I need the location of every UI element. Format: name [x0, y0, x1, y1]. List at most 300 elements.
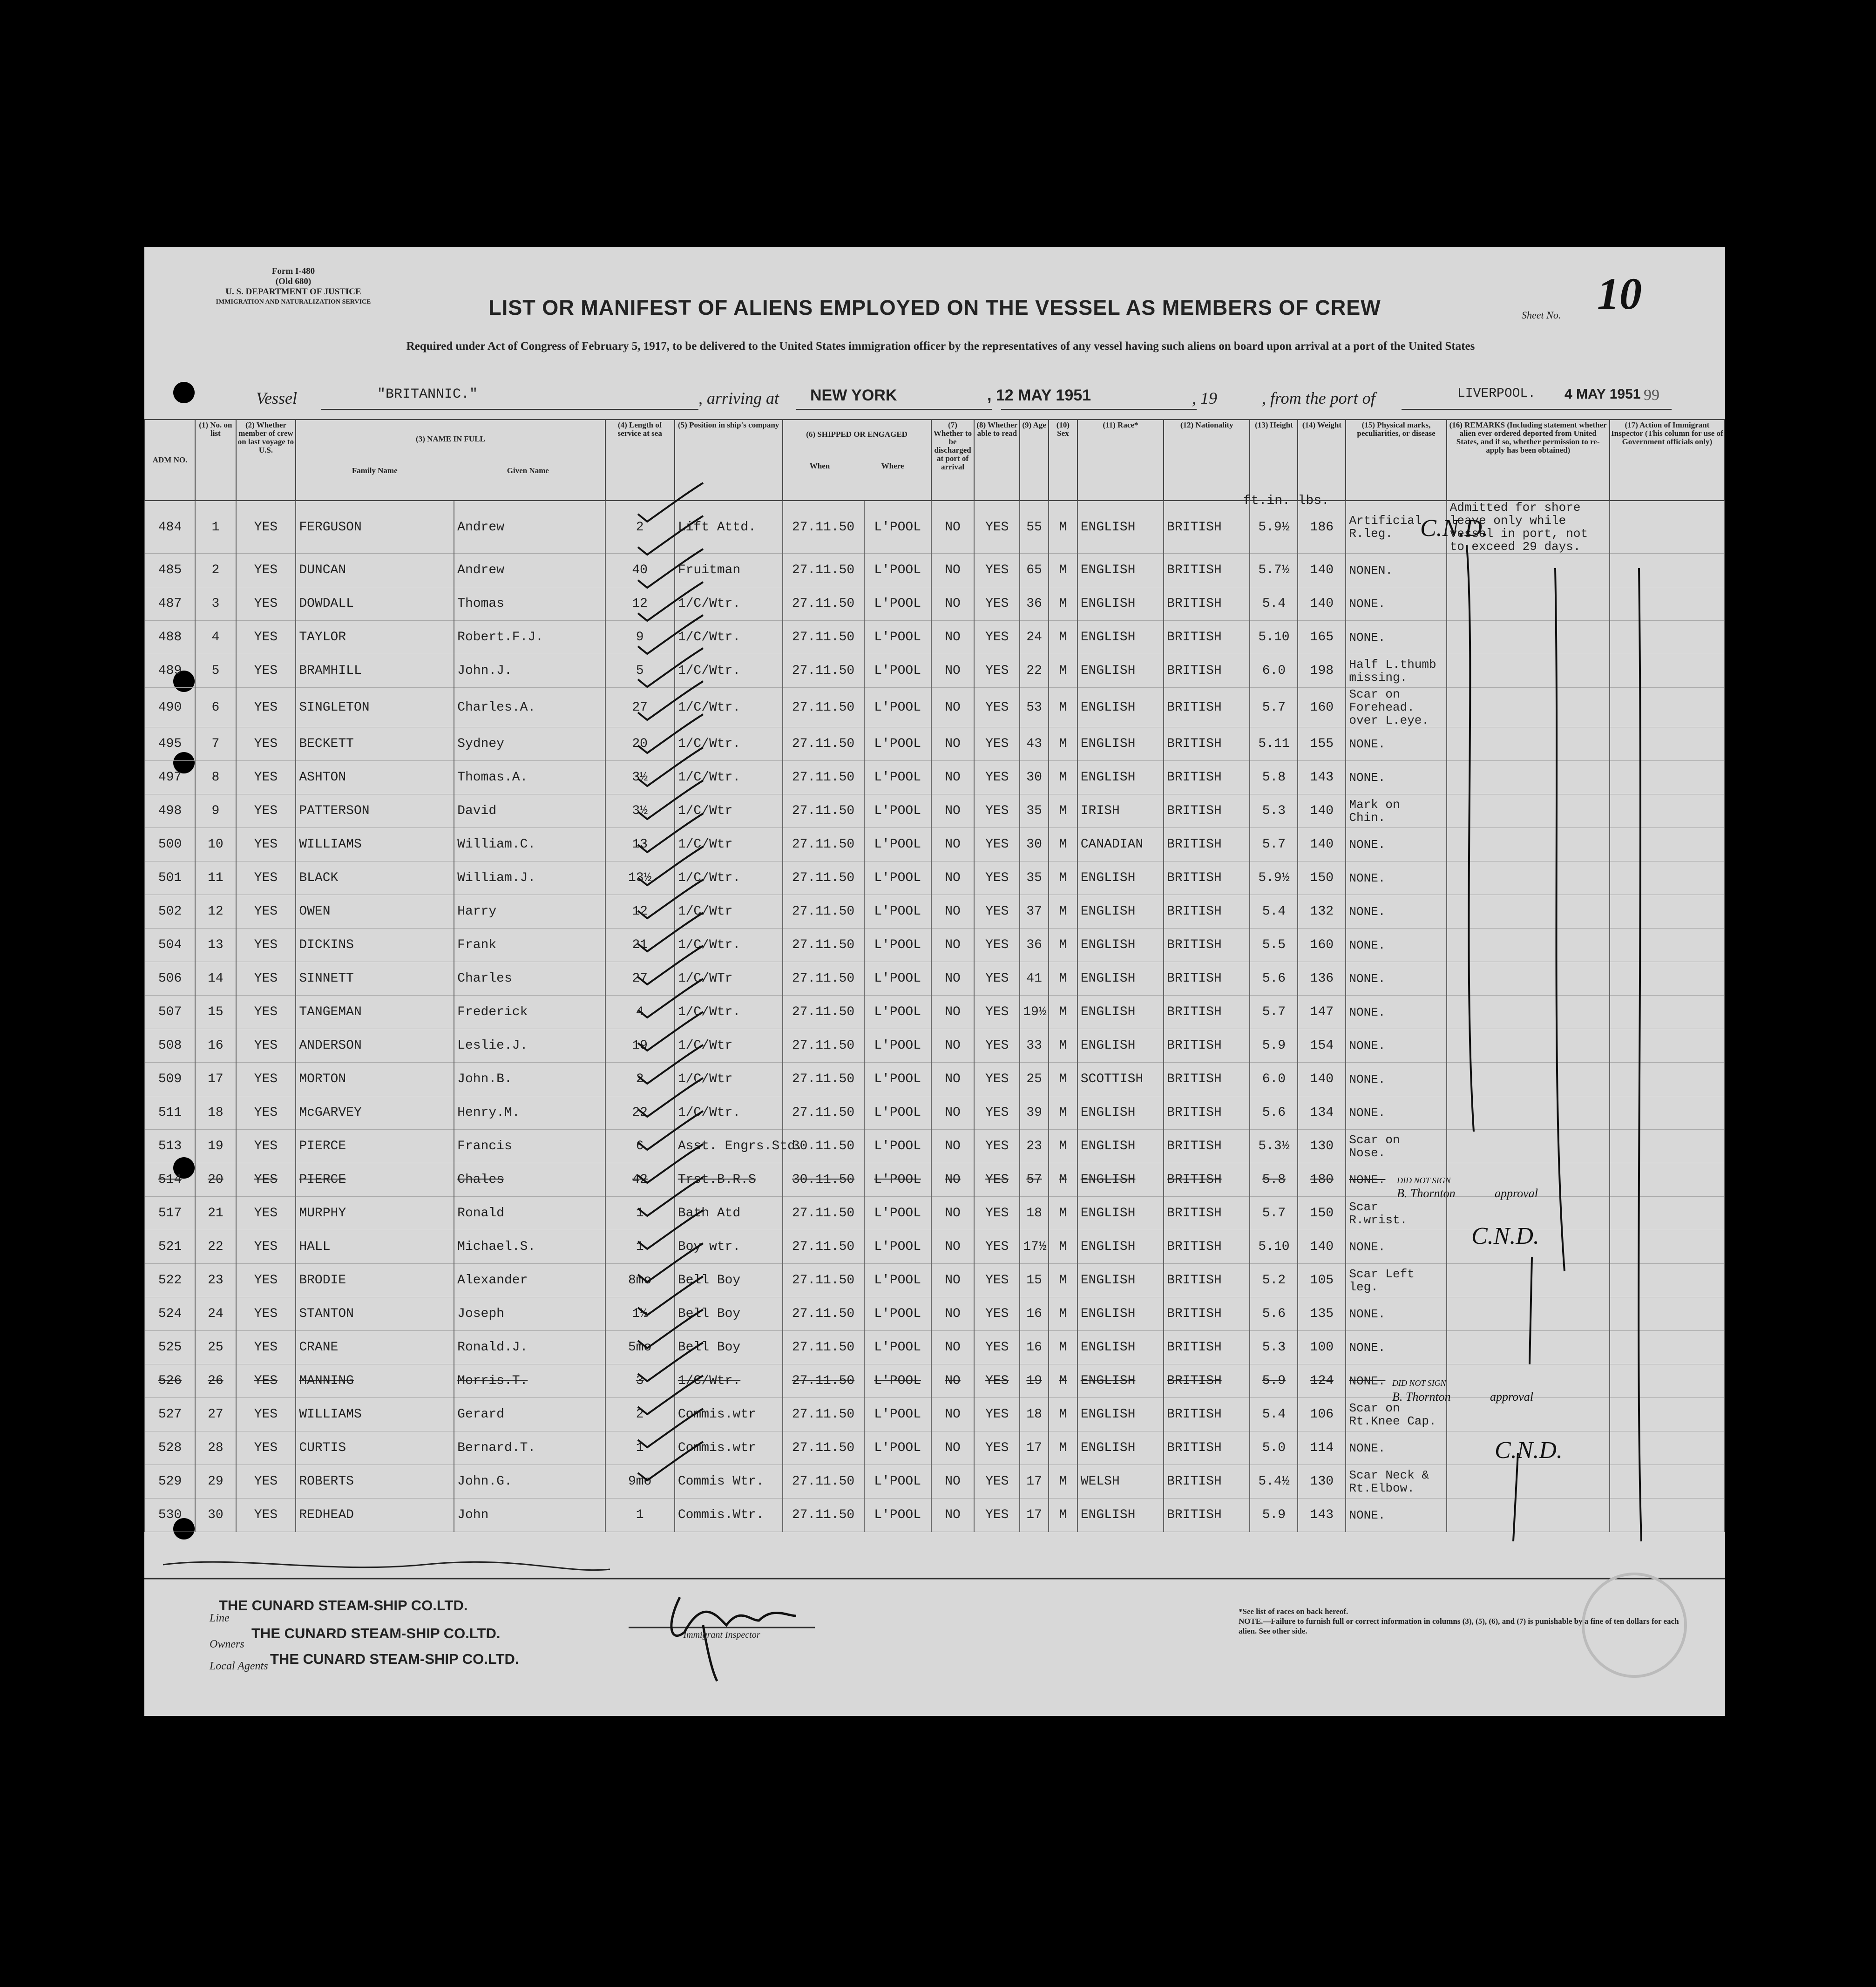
cell-shipped-where: L'POOL: [864, 587, 931, 621]
cell-list-no: 25: [195, 1331, 236, 1364]
arrival-port: NEW YORK: [810, 387, 897, 404]
cell-physical-marks: NONE.: [1346, 727, 1446, 761]
cell-shipped-where: L'POOL: [864, 828, 931, 861]
cell-race: ENGLISH: [1077, 621, 1164, 654]
cell-race: ENGLISH: [1077, 1163, 1164, 1197]
cell-weight: 140: [1298, 794, 1346, 828]
cell-height: 5.10: [1250, 1230, 1298, 1264]
cell-list-no: 5: [195, 654, 236, 688]
cell-position: Bell Boy: [675, 1264, 783, 1297]
cell-last-voyage: YES: [236, 794, 296, 828]
cell-family-name: REDHEAD: [296, 1499, 454, 1532]
cell-last-voyage: YES: [236, 1465, 296, 1499]
cell-position: Lift Attd.: [675, 501, 783, 554]
cell-sex: M: [1049, 1398, 1077, 1431]
cell-shipped-when: 27.11.50: [783, 1297, 864, 1331]
cell-age: 33: [1020, 1029, 1049, 1063]
cell-adm-no: 504: [145, 929, 195, 962]
cell-list-no: 8: [195, 761, 236, 794]
cell-able-read: YES: [974, 554, 1020, 587]
cell-race: ENGLISH: [1077, 587, 1164, 621]
cell-age: 23: [1020, 1130, 1049, 1163]
cell-nationality: BRITISH: [1164, 794, 1250, 828]
cell-position: Fruitman: [675, 554, 783, 587]
cell-position: 1/C/Wtr.: [675, 861, 783, 895]
annotation-cnd: C.N.D.: [1420, 515, 1488, 542]
cell-position: 1/C/Wtr: [675, 828, 783, 861]
col-adm-no: ADM NO.: [145, 420, 195, 501]
cell-given-name: Morris.T.: [454, 1364, 605, 1398]
cell-sex: M: [1049, 929, 1077, 962]
cell-physical-marks: NONE.: [1346, 1029, 1446, 1063]
cell-physical-marks: Scar R.wrist.: [1346, 1197, 1446, 1230]
line-value: THE CUNARD STEAM-SHIP CO.LTD.: [219, 1597, 468, 1614]
cell-length-service: 3½: [605, 794, 675, 828]
cell-physical-marks: NONE.: [1346, 1163, 1446, 1197]
note-text: NOTE.—Failure to furnish full or correct information in columns (3), (5), (6), and (7) is punishable by a fine of ten dollars for each alien. See other side.: [1239, 1617, 1679, 1635]
cell-last-voyage: YES: [236, 1197, 296, 1230]
cell-nationality: BRITISH: [1164, 1499, 1250, 1532]
cell-adm-no: 526: [145, 1364, 195, 1398]
cell-age: 55: [1020, 501, 1049, 554]
cell-list-no: 12: [195, 895, 236, 929]
cell-able-read: YES: [974, 1331, 1020, 1364]
cell-age: 36: [1020, 929, 1049, 962]
cell-sex: M: [1049, 587, 1077, 621]
cell-last-voyage: YES: [236, 688, 296, 727]
cell-adm-no: 522: [145, 1264, 195, 1297]
cell-adm-no: 488: [145, 621, 195, 654]
cell-adm-no: 530: [145, 1499, 195, 1532]
cell-sex: M: [1049, 1029, 1077, 1063]
cell-given-name: Thomas: [454, 587, 605, 621]
cell-race: ENGLISH: [1077, 996, 1164, 1029]
cell-adm-no: 506: [145, 962, 195, 996]
footer: [144, 1583, 1725, 1716]
cell-weight: 134: [1298, 1096, 1346, 1130]
cell-given-name: William.C.: [454, 828, 605, 861]
agents-value: THE CUNARD STEAM-SHIP CO.LTD.: [270, 1651, 519, 1667]
cell-given-name: Gerard: [454, 1398, 605, 1431]
col-name-title: (3) NAME IN FULL: [416, 434, 485, 443]
cell-nationality: BRITISH: [1164, 761, 1250, 794]
cell-shipped-when: 27.11.50: [783, 1431, 864, 1465]
cell-weight: 140: [1298, 554, 1346, 587]
cell-shipped-when: 27.11.50: [783, 501, 864, 554]
cell-shipped-where: L'POOL: [864, 1163, 931, 1197]
cell-discharged: NO: [931, 1096, 975, 1130]
cell-sex: M: [1049, 794, 1077, 828]
cell-sex: M: [1049, 727, 1077, 761]
page-subtitle: Required under Act of Congress of February 5, 1917, to be delivered to the United States immigration officer by the representatives of any vessel having such aliens on board upon arrival at a port of the United States: [406, 340, 1475, 353]
cell-shipped-where: L'POOL: [864, 654, 931, 688]
cell-weight: 130: [1298, 1465, 1346, 1499]
cell-length-service: 20: [605, 727, 675, 761]
cell-family-name: DOWDALL: [296, 587, 454, 621]
cell-nationality: BRITISH: [1164, 554, 1250, 587]
cell-weight: 135: [1298, 1297, 1346, 1331]
cell-age: 35: [1020, 861, 1049, 895]
cell-last-voyage: YES: [236, 1499, 296, 1532]
cell-nationality: BRITISH: [1164, 1431, 1250, 1465]
cell-given-name: Sydney: [454, 727, 605, 761]
cell-family-name: SINGLETON: [296, 688, 454, 727]
cell-position: Trst.B.R.S: [675, 1163, 783, 1197]
cell-height: 5.3: [1250, 1331, 1298, 1364]
cell-height: 5.4: [1250, 1398, 1298, 1431]
cell-last-voyage: YES: [236, 962, 296, 996]
cell-sex: M: [1049, 1230, 1077, 1264]
cell-height: 5.7: [1250, 1197, 1298, 1230]
cell-sex: M: [1049, 895, 1077, 929]
arriving-label: , arriving at: [698, 389, 779, 407]
cell-given-name: Ronald.J.: [454, 1331, 605, 1364]
cell-adm-no: 529: [145, 1465, 195, 1499]
cell-height: 5.9: [1250, 1499, 1298, 1532]
cell-sex: M: [1049, 1063, 1077, 1096]
cell-position: Bell Boy: [675, 1331, 783, 1364]
line-label: Line: [210, 1612, 230, 1624]
cell-position: Commis Wtr.: [675, 1465, 783, 1499]
cell-age: 17: [1020, 1465, 1049, 1499]
footer-note: [1239, 1607, 1695, 1636]
cell-given-name: Thomas.A.: [454, 761, 605, 794]
cell-family-name: BRAMHILL: [296, 654, 454, 688]
cell-family-name: TAYLOR: [296, 621, 454, 654]
cell-position: 1/C/Wtr.: [675, 1364, 783, 1398]
cell-physical-marks: Scar Left leg.: [1346, 1264, 1446, 1297]
cell-nationality: BRITISH: [1164, 1465, 1250, 1499]
cell-remarks: Admitted for shore leave only while vessel in port, not to exceed 29 days.: [1447, 501, 1610, 554]
cell-physical-marks: NONE.: [1346, 1499, 1446, 1532]
cell-given-name: John.G.: [454, 1465, 605, 1499]
cell-race: ENGLISH: [1077, 1130, 1164, 1163]
annotation-approval: approval: [1490, 1390, 1533, 1404]
cell-adm-no: 497: [145, 761, 195, 794]
cell-list-no: 2: [195, 554, 236, 587]
cell-shipped-when: 27.11.50: [783, 587, 864, 621]
units-label: ft.in. lbs.: [1243, 494, 1329, 508]
cell-position: 1/C/Wtr.: [675, 1096, 783, 1130]
cell-physical-marks: NONE.: [1346, 1096, 1446, 1130]
cell-shipped-when: 27.11.50: [783, 727, 864, 761]
cell-shipped-where: L'POOL: [864, 1331, 931, 1364]
cell-shipped-when: 30.11.50: [783, 1130, 864, 1163]
cell-physical-marks: NONE.: [1346, 828, 1446, 861]
cell-shipped-where: L'POOL: [864, 1398, 931, 1431]
cell-physical-marks: NONE.: [1346, 587, 1446, 621]
cell-physical-marks: NONE.: [1346, 1063, 1446, 1096]
cell-position: 1/C/Wtr: [675, 1029, 783, 1063]
cell-position: Boy wtr.: [675, 1230, 783, 1264]
cell-weight: 105: [1298, 1264, 1346, 1297]
cell-age: 16: [1020, 1331, 1049, 1364]
col-length-service: (4) Length of service at sea: [605, 420, 675, 501]
cell-height: 5.4: [1250, 587, 1298, 621]
from-port-label: , from the port of: [1262, 389, 1375, 407]
cell-race: ENGLISH: [1077, 554, 1164, 587]
cell-last-voyage: YES: [236, 727, 296, 761]
cell-given-name: Robert.F.J.: [454, 621, 605, 654]
cell-sex: M: [1049, 1163, 1077, 1197]
cell-physical-marks: NONE.: [1346, 895, 1446, 929]
cell-last-voyage: YES: [236, 654, 296, 688]
cell-weight: 150: [1298, 1197, 1346, 1230]
cell-shipped-when: 27.11.50: [783, 621, 864, 654]
cell-able-read: YES: [974, 1431, 1020, 1465]
cell-position: Commis.wtr: [675, 1431, 783, 1465]
form-number: Form I-480: [271, 266, 315, 276]
cell-sex: M: [1049, 828, 1077, 861]
cell-length-service: 2: [605, 1063, 675, 1096]
col-inspector-action: (17) Action of Immigrant Inspector (This column for use of Government officials only): [1610, 420, 1725, 501]
cell-height: 5.2: [1250, 1264, 1298, 1297]
cell-discharged: NO: [931, 895, 975, 929]
cell-age: 19½: [1020, 996, 1049, 1029]
cell-height: 5.6: [1250, 1297, 1298, 1331]
cell-shipped-where: L'POOL: [864, 861, 931, 895]
cell-shipped-where: L'POOL: [864, 1230, 931, 1264]
cell-sex: M: [1049, 761, 1077, 794]
cell-discharged: NO: [931, 1063, 975, 1096]
cell-race: ENGLISH: [1077, 929, 1164, 962]
cell-height: 5.3: [1250, 794, 1298, 828]
cell-physical-marks: Scar on Nose.: [1346, 1130, 1446, 1163]
cell-length-service: 40: [605, 554, 675, 587]
cell-given-name: John: [454, 1499, 605, 1532]
cell-given-name: Joseph: [454, 1297, 605, 1331]
cell-sex: M: [1049, 962, 1077, 996]
cell-adm-no: 485: [145, 554, 195, 587]
cell-adm-no: 487: [145, 587, 195, 621]
cell-height: 5.9½: [1250, 501, 1298, 554]
cell-age: 25: [1020, 1063, 1049, 1096]
cell-weight: 160: [1298, 929, 1346, 962]
cell-age: 53: [1020, 688, 1049, 727]
cell-discharged: NO: [931, 1465, 975, 1499]
cell-position: 1/C/Wtr: [675, 895, 783, 929]
cell-physical-marks: NONE.: [1346, 929, 1446, 962]
cell-last-voyage: YES: [236, 621, 296, 654]
cell-race: ENGLISH: [1077, 1264, 1164, 1297]
service: IMMIGRATION AND NATURALIZATION SERVICE: [216, 298, 371, 305]
cell-last-voyage: YES: [236, 1063, 296, 1096]
cell-length-service: 3: [605, 1364, 675, 1398]
cell-nationality: BRITISH: [1164, 1130, 1250, 1163]
cell-last-voyage: YES: [236, 554, 296, 587]
page-title: LIST OR MANIFEST OF ALIENS EMPLOYED ON THE VESSEL AS MEMBERS OF CREW: [488, 296, 1381, 319]
cell-age: 65: [1020, 554, 1049, 587]
inspector-label: Immigrant Inspector: [683, 1630, 760, 1640]
cell-nationality: BRITISH: [1164, 1063, 1250, 1096]
cell-family-name: STANTON: [296, 1297, 454, 1331]
cell-sex: M: [1049, 1130, 1077, 1163]
cell-able-read: YES: [974, 828, 1020, 861]
cell-nationality: BRITISH: [1164, 621, 1250, 654]
cell-age: 36: [1020, 587, 1049, 621]
cell-given-name: Chales: [454, 1163, 605, 1197]
cell-last-voyage: YES: [236, 1264, 296, 1297]
cell-able-read: YES: [974, 761, 1020, 794]
cell-shipped-where: L'POOL: [864, 1096, 931, 1130]
cell-age: 43: [1020, 727, 1049, 761]
cell-discharged: NO: [931, 1130, 975, 1163]
cell-age: 17: [1020, 1431, 1049, 1465]
cell-length-service: 27: [605, 962, 675, 996]
cell-physical-marks: Half L.thumb missing.: [1346, 654, 1446, 688]
cell-height: 5.9½: [1250, 861, 1298, 895]
bottom-scribble: [163, 1562, 610, 1570]
cell-sex: M: [1049, 1499, 1077, 1532]
cell-able-read: YES: [974, 1499, 1020, 1532]
cell-discharged: NO: [931, 554, 975, 587]
cell-height: 5.6: [1250, 1096, 1298, 1130]
cell-nationality: BRITISH: [1164, 688, 1250, 727]
cell-shipped-when: 30.11.50: [783, 1163, 864, 1197]
cell-family-name: ANDERSON: [296, 1029, 454, 1063]
cell-last-voyage: YES: [236, 1331, 296, 1364]
cell-physical-marks: NONE.: [1346, 1297, 1446, 1331]
cell-able-read: YES: [974, 996, 1020, 1029]
cell-adm-no: 528: [145, 1431, 195, 1465]
cell-shipped-when: 27.11.50: [783, 861, 864, 895]
cell-sex: M: [1049, 1197, 1077, 1230]
col-weight: (14) Weight: [1298, 420, 1346, 501]
cell-list-no: 22: [195, 1230, 236, 1264]
cell-shipped-where: L'POOL: [864, 554, 931, 587]
cell-shipped-when: 27.11.50: [783, 962, 864, 996]
cell-able-read: YES: [974, 1063, 1020, 1096]
cell-discharged: NO: [931, 1197, 975, 1230]
cell-last-voyage: YES: [236, 761, 296, 794]
cell-shipped-when: 27.11.50: [783, 895, 864, 929]
cell-family-name: CRANE: [296, 1331, 454, 1364]
cell-shipped-when: 27.11.50: [783, 688, 864, 727]
remarks-bracket-line: [1467, 545, 1474, 1132]
cell-able-read: YES: [974, 1364, 1020, 1398]
cell-given-name: David: [454, 794, 605, 828]
cell-list-no: 6: [195, 688, 236, 727]
cell-height: 6.0: [1250, 654, 1298, 688]
check-mark: [638, 483, 703, 522]
cell-length-service: 12: [605, 895, 675, 929]
cell-race: ENGLISH: [1077, 1230, 1164, 1264]
cell-sex: M: [1049, 996, 1077, 1029]
cell-adm-no: 524: [145, 1297, 195, 1331]
arrival-date: , 12 MAY 1951: [987, 387, 1091, 404]
cell-last-voyage: YES: [236, 1297, 296, 1331]
cell-able-read: YES: [974, 861, 1020, 895]
cell-sex: M: [1049, 554, 1077, 587]
cell-adm-no: 489: [145, 654, 195, 688]
cell-shipped-when: 27.11.50: [783, 1364, 864, 1398]
annotation-did-not-sign: DID NOT SIGN: [1392, 1378, 1446, 1388]
cell-shipped-when: 27.11.50: [783, 1465, 864, 1499]
cell-physical-marks: Artificial R.leg.: [1346, 501, 1446, 554]
cell-discharged: NO: [931, 1297, 975, 1331]
cell-length-service: 1½: [605, 1297, 675, 1331]
cell-shipped-when: 27.11.50: [783, 828, 864, 861]
cell-physical-marks: NONE.: [1346, 1364, 1446, 1398]
cell-height: 5.4½: [1250, 1465, 1298, 1499]
cell-physical-marks: NONE.: [1346, 962, 1446, 996]
cell-shipped-where: L'POOL: [864, 929, 931, 962]
cell-last-voyage: YES: [236, 1029, 296, 1063]
cell-sex: M: [1049, 621, 1077, 654]
cell-weight: 186: [1298, 501, 1346, 554]
cell-length-service: 1: [605, 1230, 675, 1264]
col-sex: (10) Sex: [1049, 420, 1077, 501]
cell-able-read: YES: [974, 1264, 1020, 1297]
cell-physical-marks: NONE.: [1346, 1230, 1446, 1264]
cell-last-voyage: YES: [236, 1364, 296, 1398]
cell-family-name: WILLIAMS: [296, 1398, 454, 1431]
cell-age: 18: [1020, 1197, 1049, 1230]
annotation-did-not-sign: DID NOT SIGN: [1397, 1176, 1451, 1185]
cell-position: 1/C/Wtr.: [675, 727, 783, 761]
annotation-cnd: C.N.D.: [1495, 1437, 1563, 1464]
cell-shipped-when: 27.11.50: [783, 794, 864, 828]
cell-family-name: MANNING: [296, 1364, 454, 1398]
cell-shipped-when: 27.11.50: [783, 1029, 864, 1063]
col-no-on-list: (1) No. on list: [195, 420, 236, 501]
annotation-signer: B. Thornton: [1397, 1187, 1456, 1200]
cell-position: Asst. Engrs.Std.: [675, 1130, 783, 1163]
cell-list-no: 11: [195, 861, 236, 895]
cell-age: 16: [1020, 1297, 1049, 1331]
cell-family-name: MORTON: [296, 1063, 454, 1096]
cell-shipped-where: L'POOL: [864, 621, 931, 654]
cell-age: 17: [1020, 1499, 1049, 1532]
cell-height: 5.7: [1250, 996, 1298, 1029]
vessel-label: Vessel: [256, 389, 297, 407]
cell-last-voyage: YES: [236, 1163, 296, 1197]
cell-position: 1/C/Wtr: [675, 794, 783, 828]
cell-race: ENGLISH: [1077, 727, 1164, 761]
cell-length-service: 9mo: [605, 1465, 675, 1499]
cell-position: Bath Atd: [675, 1197, 783, 1230]
cell-list-no: 1: [195, 501, 236, 554]
cell-given-name: Harry: [454, 895, 605, 929]
cell-discharged: NO: [931, 1163, 975, 1197]
cell-height: 5.4: [1250, 895, 1298, 929]
cell-list-no: 21: [195, 1197, 236, 1230]
cell-adm-no: 517: [145, 1197, 195, 1230]
cell-age: 37: [1020, 895, 1049, 929]
cell-nationality: BRITISH: [1164, 828, 1250, 861]
cell-list-no: 28: [195, 1431, 236, 1465]
cell-sex: M: [1049, 688, 1077, 727]
cell-able-read: YES: [974, 1130, 1020, 1163]
cell-list-no: 18: [195, 1096, 236, 1130]
cell-nationality: BRITISH: [1164, 996, 1250, 1029]
cell-given-name: Charles.A.: [454, 688, 605, 727]
cell-race: ENGLISH: [1077, 654, 1164, 688]
col-shipped-title: (6) SHIPPED OR ENGAGED: [806, 430, 908, 439]
cell-list-no: 23: [195, 1264, 236, 1297]
check-marks-overlay: [144, 247, 1725, 1716]
cell-discharged: NO: [931, 587, 975, 621]
cell-height: 5.5: [1250, 929, 1298, 962]
cell-position: Commis.wtr: [675, 1398, 783, 1431]
cell-given-name: Charles: [454, 962, 605, 996]
cell-length-service: 13½: [605, 861, 675, 895]
cell-list-no: 3: [195, 587, 236, 621]
cell-age: 39: [1020, 1096, 1049, 1130]
cell-adm-no: 490: [145, 688, 195, 727]
cell-able-read: YES: [974, 1096, 1020, 1130]
cell-age: 30: [1020, 761, 1049, 794]
